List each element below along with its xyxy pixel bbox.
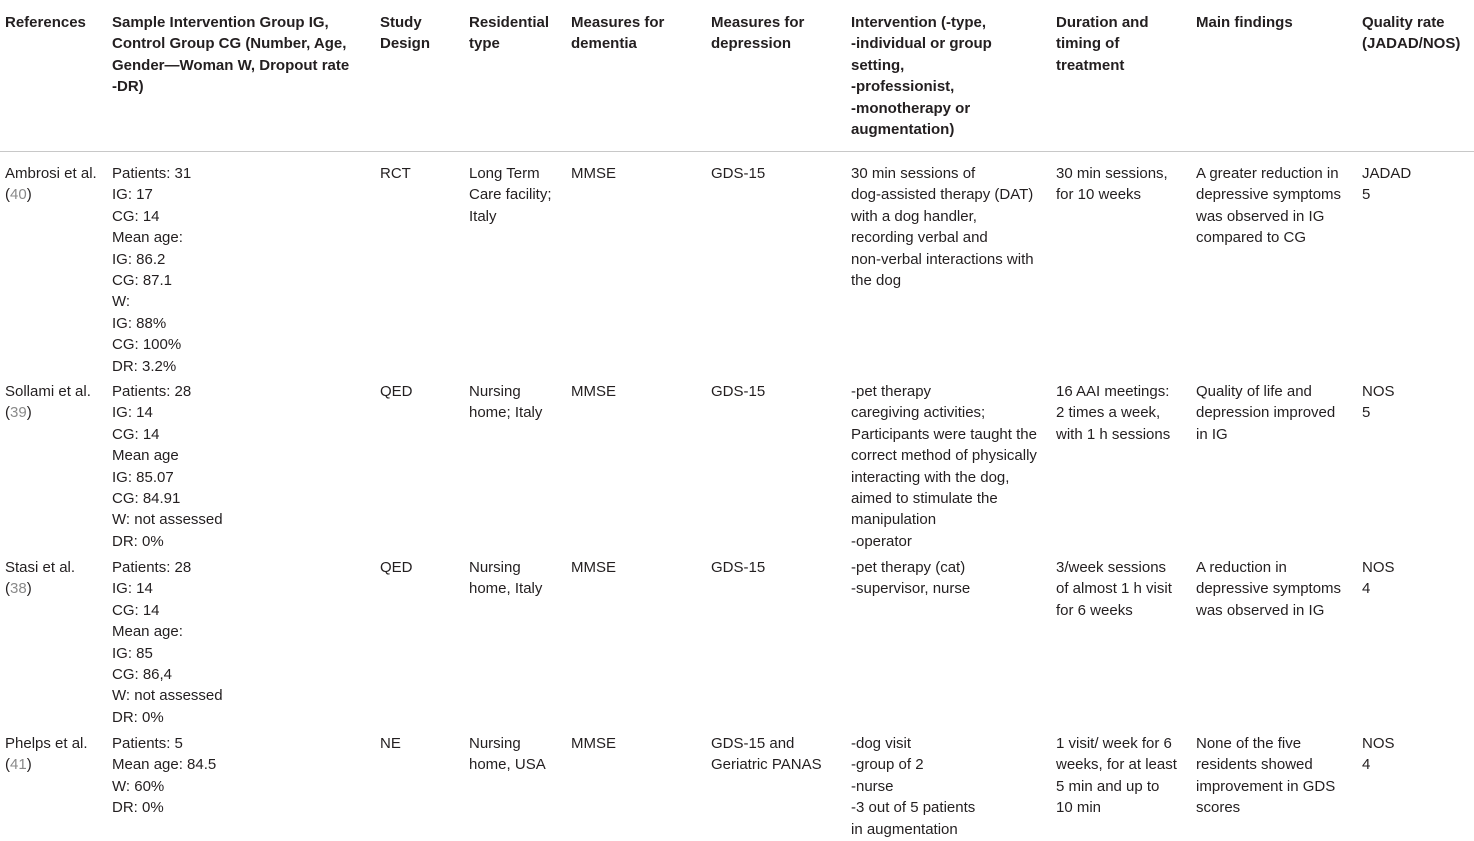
reference-citation: (39) [5, 404, 32, 422]
sample-cell [112, 163, 370, 377]
header-line: Gender—Woman W, Dropout rate [112, 56, 350, 74]
header-line: Quality rate [1362, 14, 1445, 31]
dementia-measure-cell [571, 381, 703, 402]
cell-line: correct method of physically [851, 447, 1037, 465]
cell-line: NOS [1362, 735, 1395, 752]
cell-line: MMSE [571, 165, 616, 182]
cell-line: depressive symptoms [1196, 186, 1342, 204]
duration-cell [1056, 733, 1188, 819]
header-line: -professionist, [851, 78, 955, 96]
cell-line: NOS [1362, 559, 1395, 576]
cell-line: scores [1196, 799, 1241, 817]
cell-line: W: not assessed [112, 687, 223, 705]
cell-line: IG: 14 [112, 580, 153, 598]
reference-cell [5, 557, 105, 600]
header-sample [112, 12, 370, 98]
header-line: Main findings [1196, 14, 1293, 31]
table-row [0, 163, 1474, 379]
cell-line: Care facility; [469, 186, 552, 204]
cell-line: -operator [851, 532, 912, 550]
reference-citation: (38) [5, 580, 32, 598]
cell-line: depressive symptoms [1196, 580, 1342, 598]
cell-line: residents showed [1196, 756, 1313, 774]
header-line: Intervention (-type, [851, 14, 987, 31]
cell-line: 4 [1362, 580, 1371, 598]
reference-link[interactable]: 41 [10, 756, 27, 774]
header-line: Design [380, 35, 431, 53]
cell-line: 5 [1362, 186, 1371, 204]
cell-line: CG: 87.1 [112, 272, 173, 290]
cell-line: CG: 14 [112, 207, 160, 225]
header-main-findings [1196, 12, 1354, 33]
header-line: depression [711, 35, 792, 53]
cell-line: CG: 14 [112, 601, 160, 619]
cell-line: -pet therapy [851, 383, 932, 400]
cell-line: Nursing [469, 383, 521, 400]
cell-line: DR: 0% [112, 532, 164, 550]
cell-line: Italy [469, 207, 497, 225]
cell-line: aimed to stimulate the [851, 490, 998, 508]
header-quality-rate [1362, 12, 1472, 55]
cell-line: was observed in IG [1196, 601, 1325, 619]
cell-line: weeks, for at least [1056, 756, 1177, 774]
cell-line: W: [112, 293, 131, 311]
sample-cell [112, 381, 370, 552]
sample-cell [112, 733, 370, 819]
duration-cell [1056, 381, 1188, 445]
cell-line: QED [380, 383, 413, 400]
header-references [5, 12, 105, 33]
cell-line: Mean age: 84.5 [112, 756, 217, 774]
header-line: treatment [1056, 56, 1125, 74]
sample-cell [112, 557, 370, 728]
reference-author: Phelps et al. [5, 735, 88, 752]
header-line: Measures for [571, 14, 665, 31]
reference-citation: (41) [5, 756, 32, 774]
main-findings-cell [1196, 163, 1354, 249]
cell-line: home, USA [469, 756, 546, 774]
table-header-row [0, 12, 1474, 152]
quality-rate-cell [1362, 557, 1472, 600]
cell-line: MMSE [571, 735, 616, 752]
reference-link[interactable]: 38 [10, 580, 27, 598]
cell-line: non-verbal interactions with [851, 250, 1034, 268]
cell-line: in augmentation [851, 820, 958, 838]
header-line: type [469, 35, 500, 53]
cell-line: 10 min [1056, 799, 1102, 817]
header-line: setting, [851, 56, 905, 74]
quality-rate-cell [1362, 381, 1472, 424]
cell-line: Nursing [469, 559, 521, 576]
cell-line: DR: 3.2% [112, 357, 177, 375]
cell-line: Long Term [469, 165, 540, 182]
cell-line: Patients: 5 [112, 735, 183, 752]
cell-line: manipulation [851, 511, 937, 529]
header-divider [0, 151, 1474, 152]
reference-link[interactable]: 39 [10, 404, 27, 422]
cell-line: 30 min sessions of [851, 165, 976, 182]
cell-line: dog-assisted therapy (DAT) [851, 186, 1034, 204]
cell-line: recording verbal and [851, 229, 988, 247]
header-measures-depression [711, 12, 843, 55]
header-residential-type [469, 12, 564, 55]
cell-line: for 6 weeks [1056, 601, 1133, 619]
header-line: -DR) [112, 78, 144, 96]
reference-citation: (40) [5, 186, 32, 204]
cell-line: 30 min sessions, [1056, 165, 1168, 182]
study-design-cell [380, 733, 462, 754]
study-design-cell [380, 557, 462, 578]
reference-cell [5, 733, 105, 776]
cell-line: 1 visit/ week for 6 [1056, 735, 1172, 752]
cell-line: interacting with the dog, [851, 468, 1010, 486]
residential-type-cell [469, 557, 564, 600]
header-line: timing of [1056, 35, 1120, 53]
header-line: Sample Intervention Group IG, [112, 14, 329, 31]
header-line: -monotherapy or [851, 99, 971, 117]
cell-line: compared to CG [1196, 229, 1307, 247]
dementia-measure-cell [571, 163, 703, 184]
header-intervention [851, 12, 1048, 140]
cell-line: -supervisor, nurse [851, 580, 971, 598]
study-design-cell [380, 163, 462, 184]
cell-line: JADAD [1362, 165, 1412, 182]
cell-line: W: 60% [112, 777, 165, 795]
header-study-design [380, 12, 462, 55]
intervention-cell [851, 733, 1048, 840]
cell-line: QED [380, 559, 413, 576]
cell-line: 3/week sessions [1056, 559, 1167, 576]
cell-line: of almost 1 h visit [1056, 580, 1172, 598]
cell-line: -3 out of 5 patients [851, 799, 976, 817]
cell-line: IG: 14 [112, 404, 153, 422]
cell-line: W: not assessed [112, 511, 223, 529]
cell-line: NE [380, 735, 401, 752]
cell-line: home, Italy [469, 580, 543, 598]
cell-line: DR: 0% [112, 708, 164, 726]
cell-line: IG: 85 [112, 644, 153, 662]
residential-type-cell [469, 163, 564, 227]
header-line: References [5, 14, 86, 31]
dementia-measure-cell [571, 557, 703, 578]
depression-measure-cell [711, 557, 843, 578]
cell-line: Mean age [112, 447, 179, 465]
header-line: Control Group CG (Number, Age, [112, 35, 347, 53]
cell-line: IG: 88% [112, 314, 167, 332]
cell-line: CG: 14 [112, 425, 160, 443]
cell-line: Patients: 28 [112, 383, 192, 400]
reference-link[interactable]: 40 [10, 186, 27, 204]
cell-line: Participants were taught the [851, 425, 1037, 443]
cell-line: -dog visit [851, 735, 912, 752]
cell-line: MMSE [571, 383, 616, 400]
cell-line: depression improved [1196, 404, 1336, 422]
cell-line: A greater reduction in [1196, 165, 1339, 182]
cell-line: 5 [1362, 404, 1371, 422]
header-duration [1056, 12, 1188, 76]
study-design-cell [380, 381, 462, 402]
cell-line: caregiving activities; [851, 404, 986, 422]
cell-line: GDS-15 [711, 165, 766, 182]
reference-author: Ambrosi et al. [5, 165, 97, 182]
duration-cell [1056, 163, 1188, 206]
main-findings-cell [1196, 733, 1354, 819]
main-findings-cell [1196, 557, 1354, 621]
header-line: dementia [571, 35, 637, 53]
cell-line: Patients: 31 [112, 165, 192, 182]
reference-cell [5, 381, 105, 424]
cell-line: home; Italy [469, 404, 543, 422]
cell-line: Quality of life and [1196, 383, 1312, 400]
header-line: Study [380, 14, 422, 31]
cell-line: -pet therapy (cat) [851, 559, 966, 576]
cell-line: with a dog handler, [851, 207, 977, 225]
intervention-cell [851, 557, 1048, 600]
cell-line: RCT [380, 165, 411, 182]
cell-line: the dog [851, 272, 902, 290]
cell-line: A reduction in [1196, 559, 1287, 576]
header-measures-dementia [571, 12, 703, 55]
cell-line: Nursing [469, 735, 521, 752]
depression-measure-cell [711, 733, 843, 776]
cell-line: GDS-15 [711, 559, 766, 576]
cell-line: Geriatric PANAS [711, 756, 822, 774]
cell-line: was observed in IG [1196, 207, 1325, 225]
cell-line: in IG [1196, 425, 1228, 443]
depression-measure-cell [711, 381, 843, 402]
quality-rate-cell [1362, 163, 1472, 206]
reference-author: Stasi et al. [5, 559, 76, 576]
cell-line: NOS [1362, 383, 1395, 400]
cell-line: DR: 0% [112, 799, 164, 817]
cell-line: IG: 17 [112, 186, 153, 204]
cell-line: IG: 86.2 [112, 250, 166, 268]
header-line: Residential [469, 14, 550, 31]
reference-cell [5, 163, 105, 206]
cell-line: GDS-15 [711, 383, 766, 400]
cell-line: 5 min and up to [1056, 777, 1160, 795]
cell-line: 16 AAI meetings: [1056, 383, 1170, 400]
cell-line: Patients: 28 [112, 559, 192, 576]
depression-measure-cell [711, 163, 843, 184]
intervention-cell [851, 163, 1048, 291]
cell-line: MMSE [571, 559, 616, 576]
cell-line: 4 [1362, 756, 1371, 774]
dementia-measure-cell [571, 733, 703, 754]
header-line: -individual or group [851, 35, 992, 53]
cell-line: -group of 2 [851, 756, 924, 774]
cell-line: with 1 h sessions [1056, 425, 1171, 443]
cell-line: None of the five [1196, 735, 1302, 752]
header-line: Duration and [1056, 14, 1149, 31]
table-row [0, 557, 1474, 730]
header-line: augmentation) [851, 121, 955, 139]
residential-type-cell [469, 733, 564, 776]
cell-line: improvement in GDS [1196, 777, 1336, 795]
residential-type-cell [469, 381, 564, 424]
cell-line: CG: 86,4 [112, 666, 173, 684]
table-row [0, 381, 1474, 554]
cell-line: -nurse [851, 777, 894, 795]
cell-line: CG: 100% [112, 336, 182, 354]
cell-line: CG: 84.91 [112, 490, 181, 508]
cell-line: 2 times a week, [1056, 404, 1161, 422]
table-row [0, 733, 1474, 841]
header-line: Measures for [711, 14, 805, 31]
cell-line: IG: 85.07 [112, 468, 174, 486]
duration-cell [1056, 557, 1188, 621]
quality-rate-cell [1362, 733, 1472, 776]
header-line: (JADAD/NOS) [1362, 35, 1461, 53]
cell-line: Mean age: [112, 623, 183, 641]
cell-line: GDS-15 and [711, 735, 795, 752]
main-findings-cell [1196, 381, 1354, 445]
intervention-cell [851, 381, 1048, 552]
reference-author: Sollami et al. [5, 383, 91, 400]
cell-line: for 10 weeks [1056, 186, 1142, 204]
cell-line: Mean age: [112, 229, 183, 247]
